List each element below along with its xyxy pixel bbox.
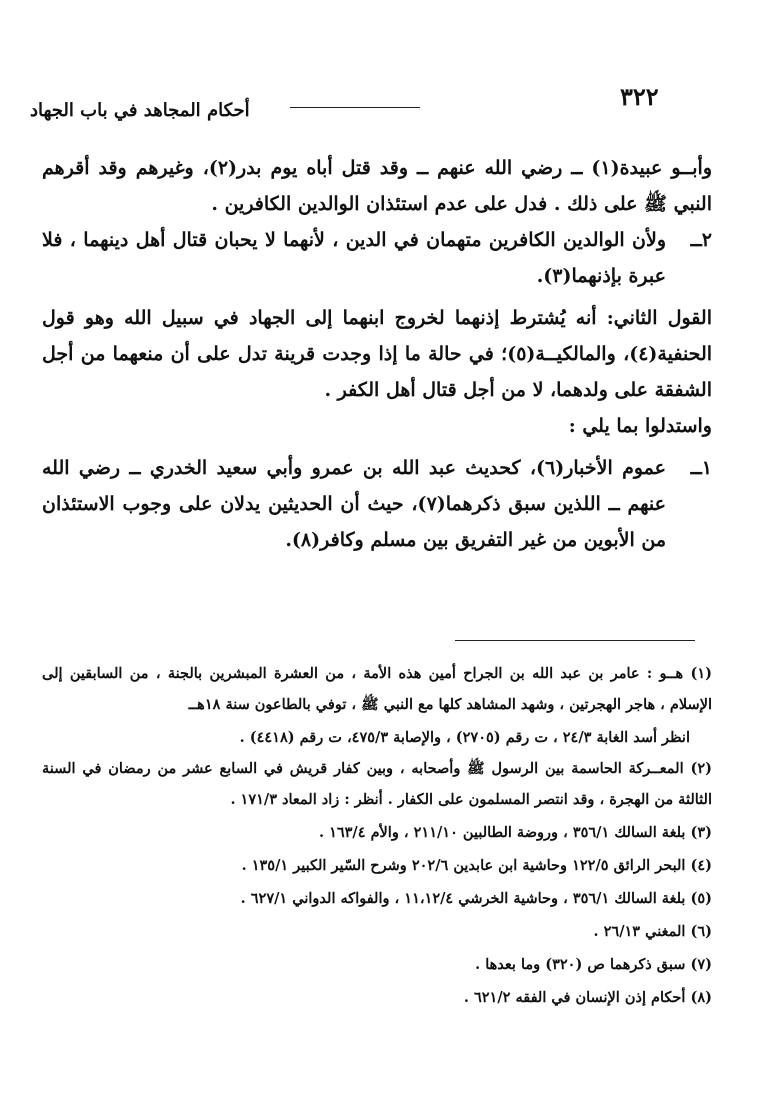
list-item-text: عموم الأخبار(٦)، كحديث عبد الله بن عمرو وأبي سعيد الخدري ــ رضي الله عنهم ــ اللذين سبق ذكرهما(٧)، حيث أن الحديثين يدلان على وجوب الاستئذان من الأبوين من غير التفريق بين مسلم وكافر(٨). — [42, 457, 666, 551]
list-item-2 — [42, 222, 712, 294]
footnote-1-continuation: انظر أسد الغابة ٢٤/٣ ، ت رقم (٢٧٠٥) ، والإصابة ٤٧٥/٣، ت رقم (٤٤١٨) . — [239, 729, 690, 746]
paragraph-second-opinion: القول الثاني: أنه يُشترط إذنهما لخروج ابنهما إلى الجهاد في سبيل الله وهو قول الحنفية(٤)، والمالكيــة(٥)؛ في حالة ما إذا وجدت قرينة تدل على أن منعهما من أجل الشفقة على ولدهما، لا من أجل قتال أهل الكفر . — [42, 307, 713, 401]
footnote-3: (٣) بلغة السالك ٣٥٦/١ ، وروضة الطالبين ٢١١/١٠ ، والأم ١٦٣/٤ . — [318, 824, 712, 841]
header-rule — [290, 107, 420, 108]
running-header-title: أحكام المجاهد في باب الجهاد — [30, 100, 250, 121]
list-item-text: ولأن الوالدين الكافرين متهمان في الدين ، لأنهما لا يحبان قتال أهل دينهما ، فلا عبرة بإذنهما(٣). — [42, 229, 666, 287]
paragraph-abu-ubaidah: وأبــو عبيدة(١) ــ رضي الله عنهم ــ وقد قتل أباه يوم بدر(٢)، وغيرهم وقد أقرهم النبي ﷺ على ذلك . فدل على عدم استئذان الوالدين الكافرين . — [42, 157, 713, 215]
list-item-1 — [42, 450, 712, 558]
list-item-number: ١ــ — [690, 457, 712, 479]
footnote-7: (٧) سبق ذكرهما ص (٣٢٠) وما بعدها . — [475, 956, 712, 973]
list-item-number: ٢ــ — [690, 229, 712, 251]
footnote-separator — [455, 640, 695, 641]
footnote-4: (٤) البحر الرائق ١٢٢/٥ وحاشية ابن عابدين ٢٠٢/٦ وشرح السّير الكبير ١٣٥/١ . — [241, 857, 712, 874]
footnote-8: (٨) أحكام إذن الإنسان في الفقه ٦٢١/٢ . — [463, 989, 712, 1006]
footnote-5: (٥) بلغة السالك ٣٥٦/١ ، وحاشية الخرشي ١١،١٢/٤ ، والفواكه الدواني ٦٢٧/١ . — [240, 890, 712, 907]
footnote-1: (١) هــو : عامر بن عبد الله بن الجراح أمين هذه الأمة ، من العشرة المبشرين بالجنة ، من السابقين إلى الإسلام ، هاجر الهجرتين ، وشهد المشاهد كلها مع النبي ﷺ ، توفي بالطاعون سنة ١٨هــ — [42, 665, 712, 713]
main-text — [42, 150, 712, 558]
footnote-2: (٢) المعــركة الحاسمة بين الرسول ﷺ وأصحابه ، وبين كفار قريش في السابع عشر من رمضان في السنة الثالثة من الهجرة ، وقد انتصر المسلمون على الكفار . أنظر : زاد المعاد ١٧١/٣ . — [42, 760, 712, 808]
footnotes — [42, 658, 712, 1015]
footnote-6: (٦) المغني ٢٦/١٣ . — [593, 923, 712, 940]
page-number: ٣٢٢ — [620, 82, 659, 111]
paragraph-evidence-intro: واستدلوا بما يلي : — [568, 415, 712, 437]
